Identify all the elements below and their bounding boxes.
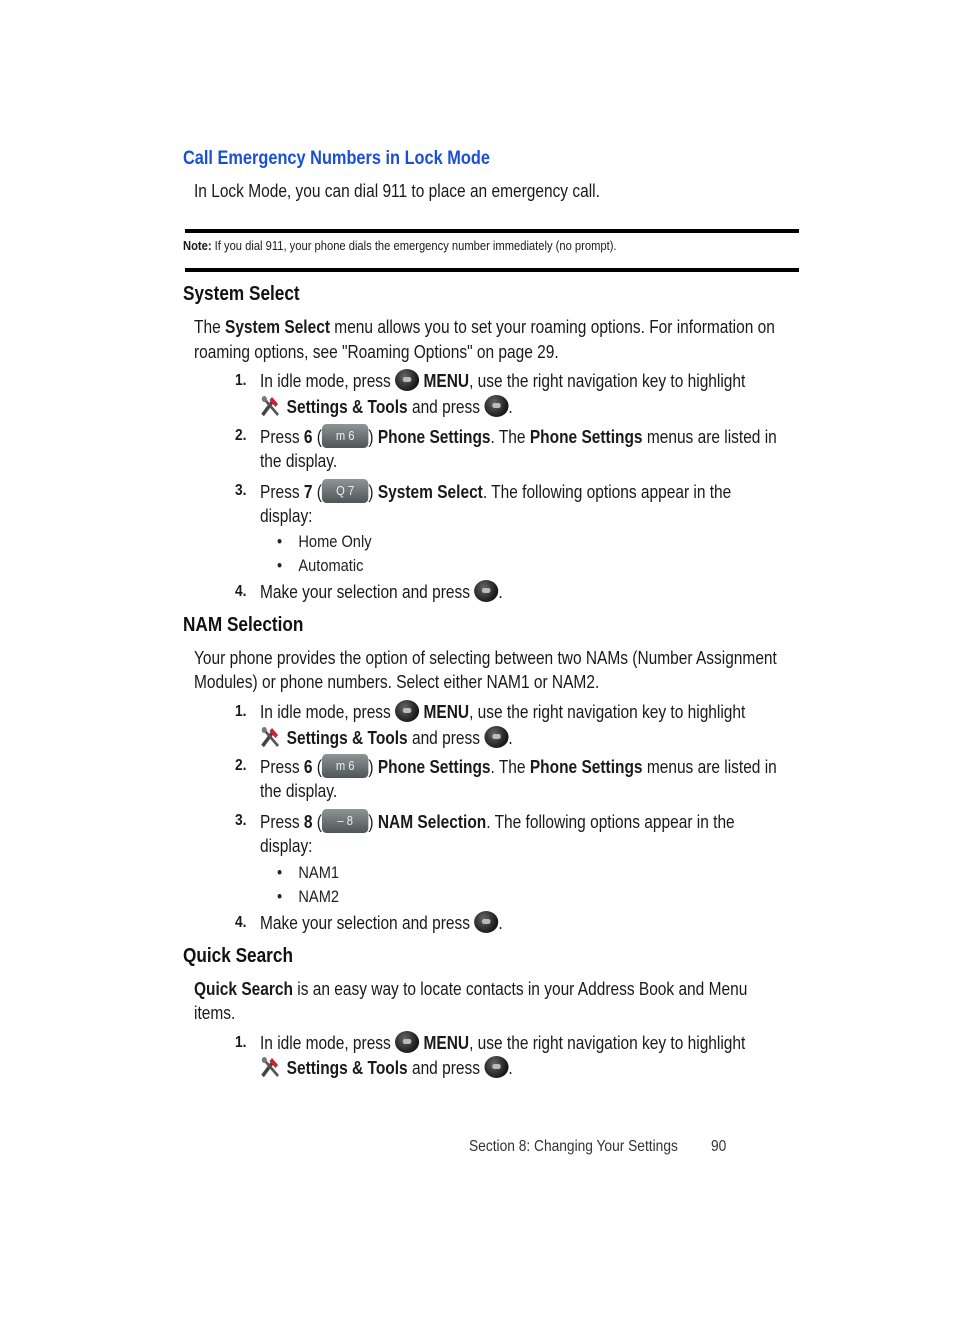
phone-settings-label: Phone Settings [377,756,491,777]
step-text: . The [490,426,526,447]
nam-step4: Make your selection and press . [260,913,503,933]
option-nam2: NAM2 [298,887,340,906]
step-number: 1. [235,1034,247,1051]
key-8-icon: – 8 [322,809,368,833]
footer-section: Section 8: Changing Your Settings [469,1138,678,1155]
intro-bold: Quick Search [194,979,293,999]
ok-key-icon [395,1031,419,1053]
phone-settings-label: Phone Settings [529,426,643,447]
step-text: In idle mode, press [260,371,391,391]
phone-settings-label: Phone Settings [529,756,643,777]
settings-tools-icon [260,394,282,418]
step-text: and press [411,1057,480,1078]
note-rule-bottom [185,268,799,272]
key-number: 6 [303,756,313,777]
nam-step3-line2: display: [260,836,313,856]
menu-label: MENU [423,371,470,391]
qs-intro-line2: items. [194,1003,236,1023]
step-number: 3. [235,812,247,829]
option-nam1: NAM1 [298,863,340,882]
list-item: • NAM2 [277,887,340,906]
key-6-icon: m 6 [322,754,368,778]
step-number: 3. [235,482,247,499]
step-text: In idle mode, press [260,1033,391,1053]
intro-rest: is an easy way to locate contacts in your Address Book and Menu [297,979,748,999]
intro-pre: The [194,317,221,337]
list-item: • Automatic [277,556,364,575]
note-rule-top [185,229,799,233]
key-number: 8 [303,811,313,832]
qs-step1-line2: Settings & Tools and press . [260,1057,513,1081]
ss-step1-line1 [260,371,745,393]
phone-settings-label: Phone Settings [377,426,491,447]
step-text: menus are listed in [646,756,777,777]
page-number: 90 [711,1138,727,1155]
ss-step3-line2: display: [260,506,313,526]
list-item: • Home Only [277,532,372,551]
nam-intro-line1: Your phone provides the option of selecting between two NAMs (Number Assignment [194,648,777,668]
nam-step1-line1 [260,702,745,724]
note-text: If you dial 911, your phone dials the emergency number immediately (no prompt). [214,238,617,253]
key-6-icon: m 6 [322,424,368,448]
settings-label: Settings & Tools [286,1057,408,1078]
nam-step3-line1: Press 8 ( – 8 ) NAM Selection. The following options appear in the [260,811,735,835]
key-number: 6 [303,426,313,447]
nam-step1-line2: Settings & Tools and press . [260,727,513,751]
nam-intro-line2: Modules) or phone numbers. Select either NAM1 or NAM2. [194,672,600,692]
system-select-intro-line1 [194,317,775,338]
key-number: 7 [303,481,313,502]
intro-rest: menu allows you to set your roaming options. For information on [334,317,775,337]
heading-nam-selection: NAM Selection [183,614,304,636]
qs-step1-line1 [260,1033,745,1055]
option-home-only: Home Only [298,532,372,551]
step-text: Make your selection and press [260,913,470,933]
step-text: . The [490,756,526,777]
ss-step1-line2: Settings & Tools and press . [260,396,513,420]
ok-key-icon [395,700,419,722]
nam-selection-label: NAM Selection [377,811,487,832]
step-text: In idle mode, press [260,702,391,722]
note-label: Note: [183,238,212,253]
ss-step4: Make your selection and press . [260,582,503,602]
step-text: . The following options appear in the [482,481,732,502]
ss-step3-line1: Press 7 ( Q 7 ) System Select. The following options appear in the [260,481,731,505]
step-text: , use the right navigation key to highlight [469,702,746,722]
step-text: and press [411,727,480,748]
ss-step2-line2: the display. [260,451,338,471]
settings-tools-icon [260,1055,282,1079]
ok-key-icon [474,580,498,602]
settings-label: Settings & Tools [286,727,408,748]
step-number: 4. [235,914,247,931]
step-text: Make your selection and press [260,582,470,602]
ss-step2-line1: Press 6 ( m 6 ) Phone Settings. The Phone Settings menus are listed in [260,426,777,450]
ok-key-icon [484,1056,508,1078]
intro-bold: System Select [225,317,330,337]
step-number: 2. [235,427,247,444]
menu-label: MENU [423,702,470,722]
menu-label: MENU [423,1033,470,1053]
step-text: , use the right navigation key to highlight [469,1033,746,1053]
step-text: Press [260,426,300,447]
nam-step2-line2: the display. [260,781,338,801]
heading-emergency: Call Emergency Numbers in Lock Mode [183,148,490,169]
step-number: 2. [235,757,247,774]
step-number: 1. [235,703,247,720]
settings-label: Settings & Tools [286,396,408,417]
ok-key-icon [484,726,508,748]
step-text: . The following options appear in the [486,811,735,832]
ok-key-icon [395,369,419,391]
ok-key-icon [474,911,498,933]
settings-tools-icon [260,725,282,749]
step-text: Press [260,811,300,832]
qs-intro-line1 [194,979,747,1000]
option-automatic: Automatic [298,556,364,575]
step-text: , use the right navigation key to highlight [469,371,746,391]
step-text: Press [260,756,300,777]
system-select-intro-line2: roaming options, see "Roaming Options" on page 29. [194,342,559,362]
step-number: 1. [235,372,247,389]
note [183,238,617,253]
step-text: menus are listed in [646,426,777,447]
step-number: 4. [235,583,247,600]
heading-system-select: System Select [183,283,300,305]
ok-key-icon [484,395,508,417]
step-text: and press [411,396,480,417]
key-7-icon: Q 7 [322,479,368,503]
list-item: • NAM1 [277,863,340,882]
emergency-intro: In Lock Mode, you can dial 911 to place an emergency call. [194,181,600,201]
step-text: Press [260,481,300,502]
system-select-label: System Select [377,481,483,502]
nam-step2-line1: Press 6 ( m 6 ) Phone Settings. The Phone Settings menus are listed in [260,756,777,780]
heading-quick-search: Quick Search [183,945,293,967]
